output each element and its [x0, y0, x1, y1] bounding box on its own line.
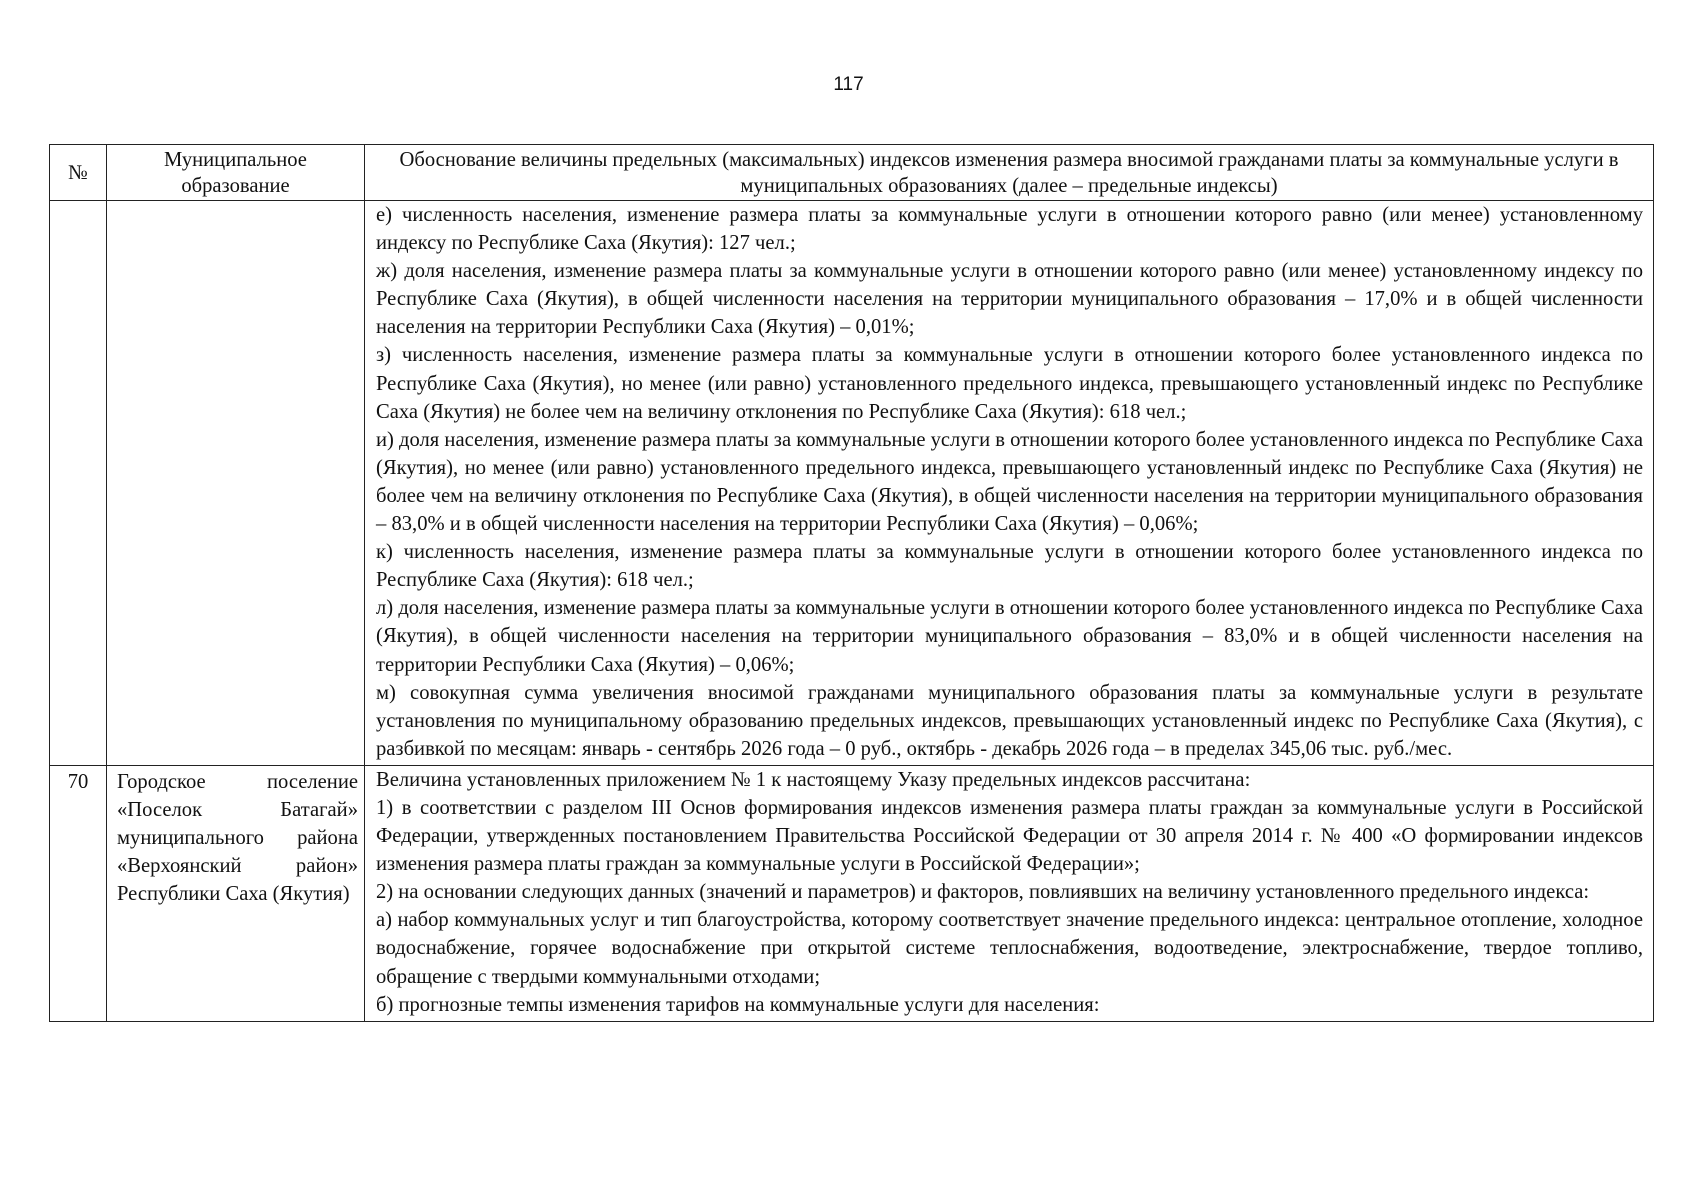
paragraph-e: е) численность населения, изменение размера платы за коммунальные услуги в отношении которого равно (или менее) установленному индексу по Республике Саха (Якутия): 127 чел.;: [376, 204, 1643, 255]
municipality-cell: Городское поселение «Поселок Батагай» муниципального района «Верхоянский район» Республики Саха (Якутия): [107, 765, 365, 1021]
header-municipality: Муниципальное образование: [107, 145, 365, 201]
paragraph-zh: ж) доля населения, изменение размера платы за коммунальные услуги в отношении которого равно (или менее) установленному индексу по Республике Саха (Якутия), в общей численности населения на территории муниципального образования – 17,0% и в общей численности населения на территории Республики Саха (Якутия) – 0,01%;: [376, 260, 1643, 339]
table-row: [50, 765, 1654, 1021]
paragraph-m: м) совокупная сумма увеличения вносимой гражданами муниципального образования платы за коммунальные услуги в результате установления по муниципальному образованию предельных индексов, превышающих установленный индекс по Республике Саха (Якутия), с разбивкой по месяцам: январь - сентябрь 2026 года – 0 руб., октябрь - декабрь 2026 года – в пределах 345,06 тыс. руб./мес.: [376, 681, 1643, 760]
header-justification: Обоснование величины предельных (максимальных) индексов изменения размера вносимой гражданами платы за коммунальные услуги в муниципальных образованиях (далее – предельные индексы): [365, 145, 1654, 201]
paragraph-1: 1) в соответствии с разделом III Основ формирования индексов изменения размера платы граждан за коммунальные услуги в Российской Федерации, утвержденных постановлением Правительства Российской Федерации от 30 апреля 2014 г. № 400 «О формировании индексов изменения размера платы граждан за коммунальные услуги в Российской Федерации»;: [376, 796, 1643, 876]
paragraph-2: 2) на основании следующих данных (значений и параметров) и факторов, повлиявших на величину установленного предельного индекса:: [376, 881, 1590, 904]
justification-cell: [365, 201, 1654, 766]
paragraph-l: л) доля населения, изменение размера платы за коммунальные услуги в отношении которого более установленного индекса по Республике Саха (Якутия), в общей численности населения на территории муниципального образования – 83,0% и в общей численности населения на территории Республики Саха (Якутия) – 0,06%;: [376, 597, 1643, 676]
row-number: 70: [50, 765, 107, 1021]
page-number: 117: [833, 74, 864, 95]
row-number: [50, 201, 107, 766]
justification-cell: [365, 765, 1654, 1021]
municipality-cell: [107, 201, 365, 766]
header-number: №: [50, 145, 107, 201]
paragraph-i: и) доля населения, изменение размера платы за коммунальные услуги в отношении которого более установленного индекса по Республике Саха (Якутия), но менее (или равно) установленного предельного индекса, превышающего установленный индекс по Республике Саха (Якутия) не более чем на величину отклонения по Республике Саха (Якутия), в общей численности населения на территории муниципального образования – 83,0% и в общей численности населения на территории Республики Саха (Якутия) – 0,06%;: [376, 428, 1643, 536]
justification-table: [49, 144, 1654, 1022]
table-row: [50, 201, 1654, 766]
paragraph-b: б) прогнозные темпы изменения тарифов на коммунальные услуги для населения:: [376, 993, 1100, 1016]
paragraph-k: к) численность населения, изменение размера платы за коммунальные услуги в отношении которого более установленного индекса по Республике Саха (Якутия): 618 чел.;: [376, 541, 1643, 592]
paragraph-intro: Величина установленных приложением № 1 к настоящему Указу предельных индексов рассчитана:: [376, 768, 1251, 791]
paragraph-a: а) набор коммунальных услуг и тип благоустройства, которому соответствует значение предельного индекса: центральное отопление, холодное водоснабжение, горячее водоснабжение при открытой системе теплоснабжения, водоотведение, электроснабжение, твердое топливо, обращение с твердыми коммунальными отходами;: [376, 909, 1643, 988]
paragraph-z: з) численность населения, изменение размера платы за коммунальные услуги в отношении которого более установленного индекса по Республике Саха (Якутия), но менее (или равно) установленного предельного индекса, превышающего установленный индекс по Республике Саха (Якутия) не более чем на величину отклонения по Республике Саха (Якутия): 618 чел.;: [376, 344, 1643, 423]
table-header-row: [50, 145, 1654, 201]
